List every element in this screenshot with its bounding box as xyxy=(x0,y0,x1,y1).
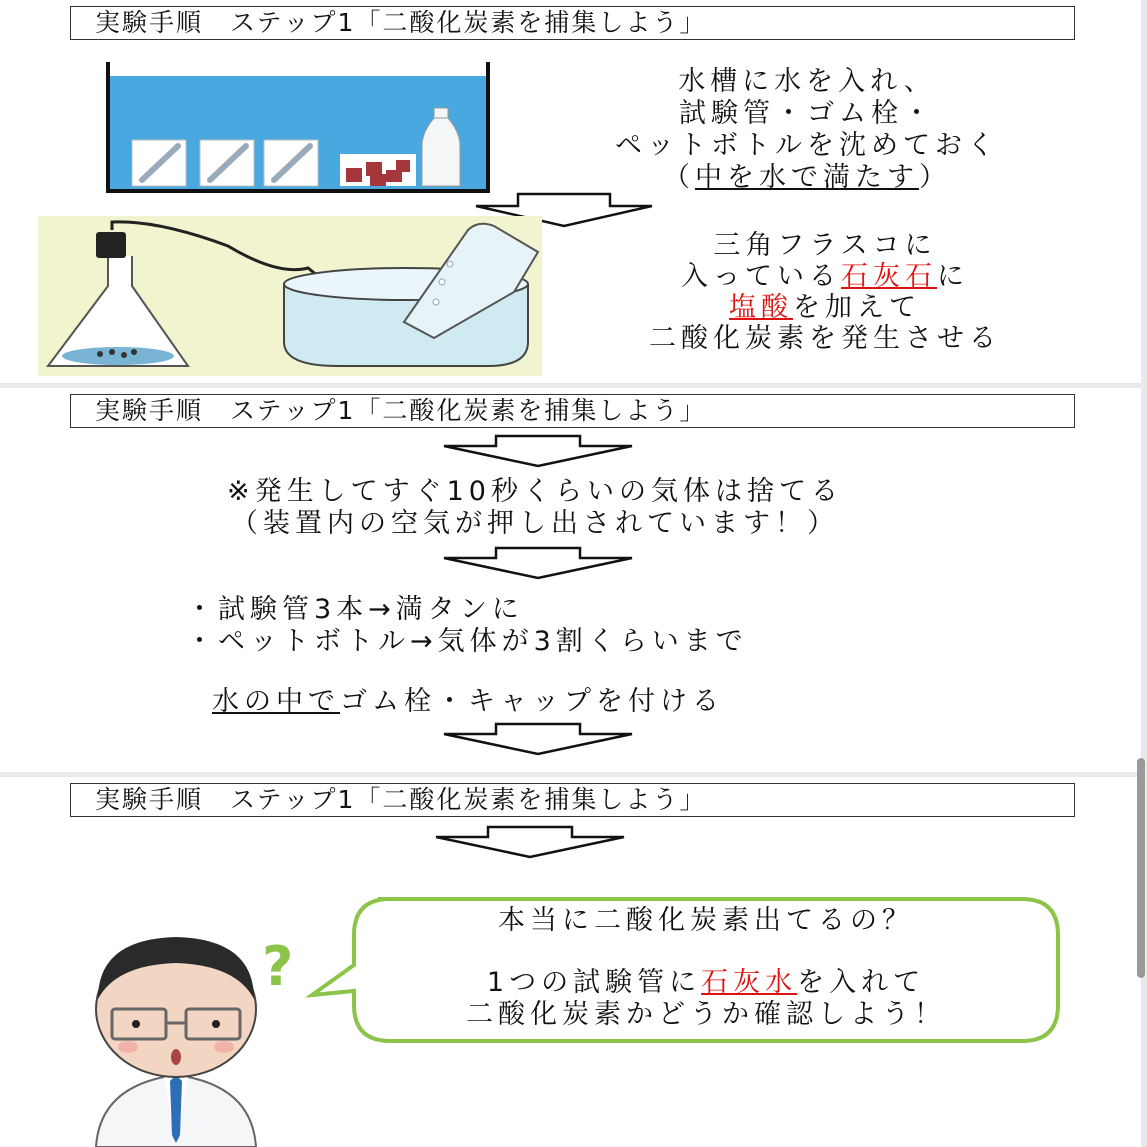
scrollbar[interactable] xyxy=(1137,758,1145,978)
apparatus-illustration xyxy=(38,216,542,376)
hydrochloric-acid-term: 塩酸 xyxy=(729,292,793,323)
slide-title: 実験手順 ステップ1「二酸化炭素を捕集しよう」 xyxy=(70,394,1075,428)
bullet-test-tubes: ・試験管3本→満タンに xyxy=(186,594,524,625)
text2-line3: 塩酸を加えて xyxy=(729,292,921,323)
scientist-illustration xyxy=(56,925,316,1147)
bullet-pet-bottle: ・ペットボトル→気体が3割くらいまで xyxy=(186,626,748,657)
bubble-line1: 本当に二酸化炭素出てるの？ xyxy=(498,905,914,936)
limestone-term: 石灰石 xyxy=(841,261,937,292)
water-tank-illustration xyxy=(104,62,494,194)
limewater-term: 石灰水 xyxy=(701,967,798,998)
cap-instruction: 水の中でゴム栓・キャップを付ける xyxy=(212,686,724,717)
text1-line2: 試験管・ゴム栓・ xyxy=(679,98,935,129)
note-line2: （装置内の空気が押し出されています！） xyxy=(231,508,839,539)
slide-title: 実験手順 ステップ1「二酸化炭素を捕集しよう」 xyxy=(70,783,1075,817)
down-arrow-icon xyxy=(440,434,636,468)
down-arrow-icon xyxy=(440,722,636,756)
slide-1 xyxy=(0,0,1141,383)
down-arrow-icon xyxy=(440,546,636,580)
text1-line1: 水槽に水を入れ、 xyxy=(678,66,936,97)
slide-2 xyxy=(0,388,1141,772)
text2-line2: 入っている石灰石に xyxy=(681,261,969,292)
down-arrow-icon xyxy=(432,825,628,859)
note-line1: ※発生してすぐ10秒くらいの気体は捨てる xyxy=(227,476,843,507)
bubble-line3: 二酸化炭素かどうか確認しよう！ xyxy=(466,999,946,1030)
slide-title: 実験手順 ステップ1「二酸化炭素を捕集しよう」 xyxy=(70,6,1075,40)
slide-3 xyxy=(0,777,1141,1147)
question-mark-icon: ? xyxy=(262,935,294,998)
text2-line4: 二酸化炭素を発生させる xyxy=(649,323,1001,354)
text2-line1: 三角フラスコに xyxy=(713,230,937,261)
bubble-line2: 1つの試験管に石灰水を入れて xyxy=(486,967,926,998)
text1-line3: ペットボトルを沈めておく xyxy=(615,130,999,161)
text1-line4: （中を水で満たす） xyxy=(663,162,951,193)
